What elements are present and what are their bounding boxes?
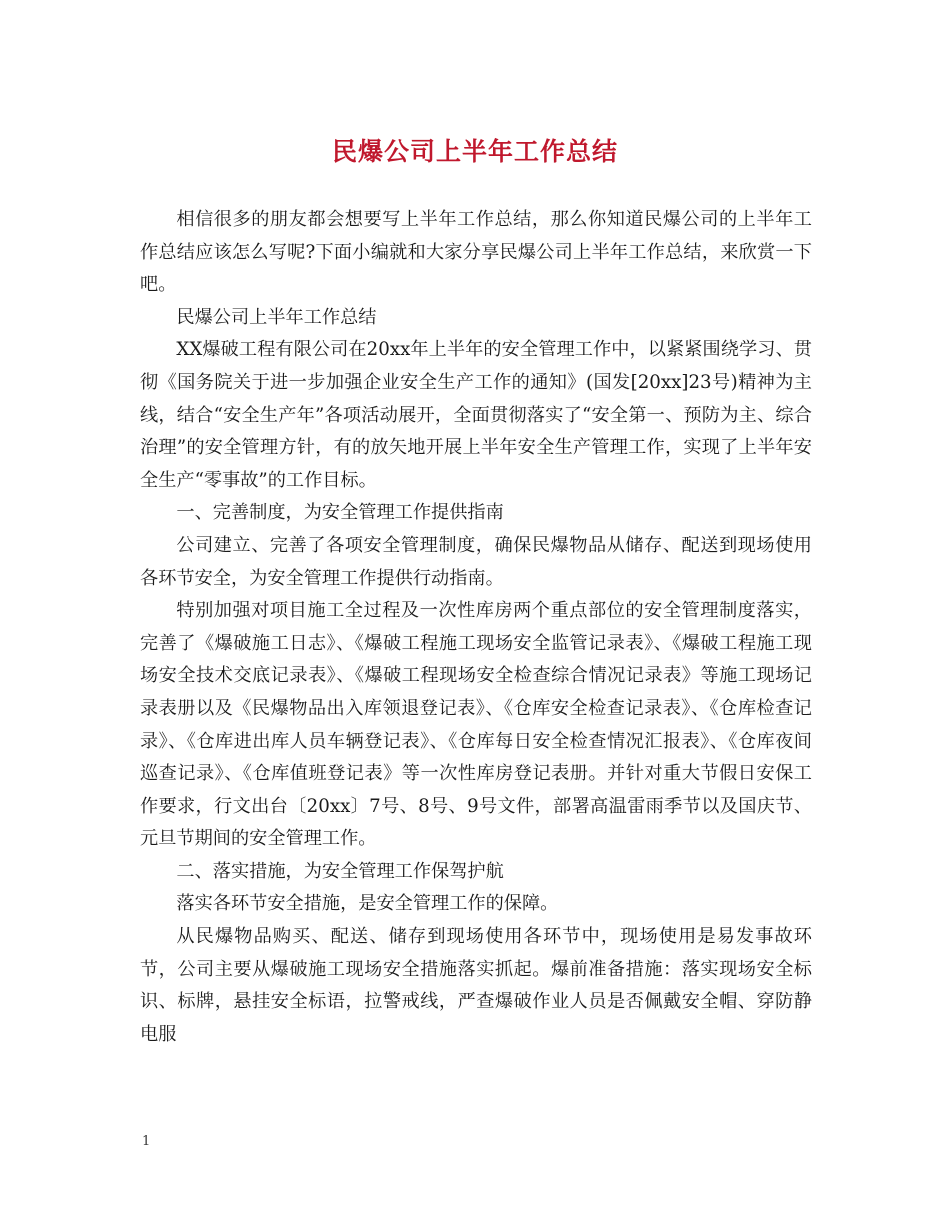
page-number: 1 (142, 1134, 151, 1149)
section-1-paragraph-1: 公司建立、完善了各项安全管理制度，确保民爆物品从储存、配送到现场使用各环节安全，为安全管理工作提供行动指南。 (140, 534, 812, 589)
document-body (140, 204, 812, 1051)
section-1-paragraph-2: 特别加强对项目施工全过程及一次性库房两个重点部位的安全管理制度落实，完善了《爆破施工日志》、《爆破工程施工现场安全监管记录表》、《爆破工程施工现场安全技术交底记录表》、《爆破工程现场安全检查综合情况记录表》等施工现场记录表册以及《民爆物品出入库领退登记表》、《仓库安全检查记录表》、《仓库检查记录》、《仓库进出库人员车辆登记表》、《仓库每日安全检查情况汇报表》、《仓库夜间巡查记录》、《仓库值班登记表》等一次性库房登记表册。并针对重大节假日安保工作要求，行文出台〔20xx〕7号、8号、9号文件，部署高温雷雨季节以及国庆节、元旦节期间的安全管理工作。 (140, 600, 812, 850)
section-heading-1: 一、完善制度，为安全管理工作提供指南 (176, 502, 504, 524)
intro-paragraph: 相信很多的朋友都会想要写上半年工作总结，那么你知道民爆公司的上半年工作总结应该怎么写呢?下面小编就和大家分享民爆公司上半年工作总结，来欣赏一下吧。 (140, 209, 812, 296)
document-title: 民爆公司上半年工作总结 (331, 137, 618, 166)
overview-paragraph: XX爆破工程有限公司在20xx年上半年的安全管理工作中，以紧紧围绕学习、贯彻《国务院关于进一步加强企业安全生产工作的通知》(国发[20xx]23号)精神为主线，结合“安全生产年”各项活动展开，全面贯彻落实了“安全第一、预防为主、综合治理”的安全管理方针，有的放矢地开展上半年安全生产管理工作，实现了上半年安全生产“零事故”的工作目标。 (140, 339, 812, 491)
subtitle-paragraph: 民爆公司上半年工作总结 (176, 306, 377, 328)
section-2-paragraph-1: 落实各环节安全措施，是安全管理工作的保障。 (176, 893, 559, 915)
section-heading-2: 二、落实措施，为安全管理工作保驾护航 (176, 860, 504, 882)
section-2-paragraph-2: 从民爆物品购买、配送、储存到现场使用各环节中，现场使用是易发事故环节，公司主要从爆破施工现场安全措施落实抓起。爆前准备措施：落实现场安全标识、标牌，悬挂安全标语，拉警戒线，严查爆破作业人员是否佩戴安全帽、穿防静电服 (140, 926, 812, 1045)
